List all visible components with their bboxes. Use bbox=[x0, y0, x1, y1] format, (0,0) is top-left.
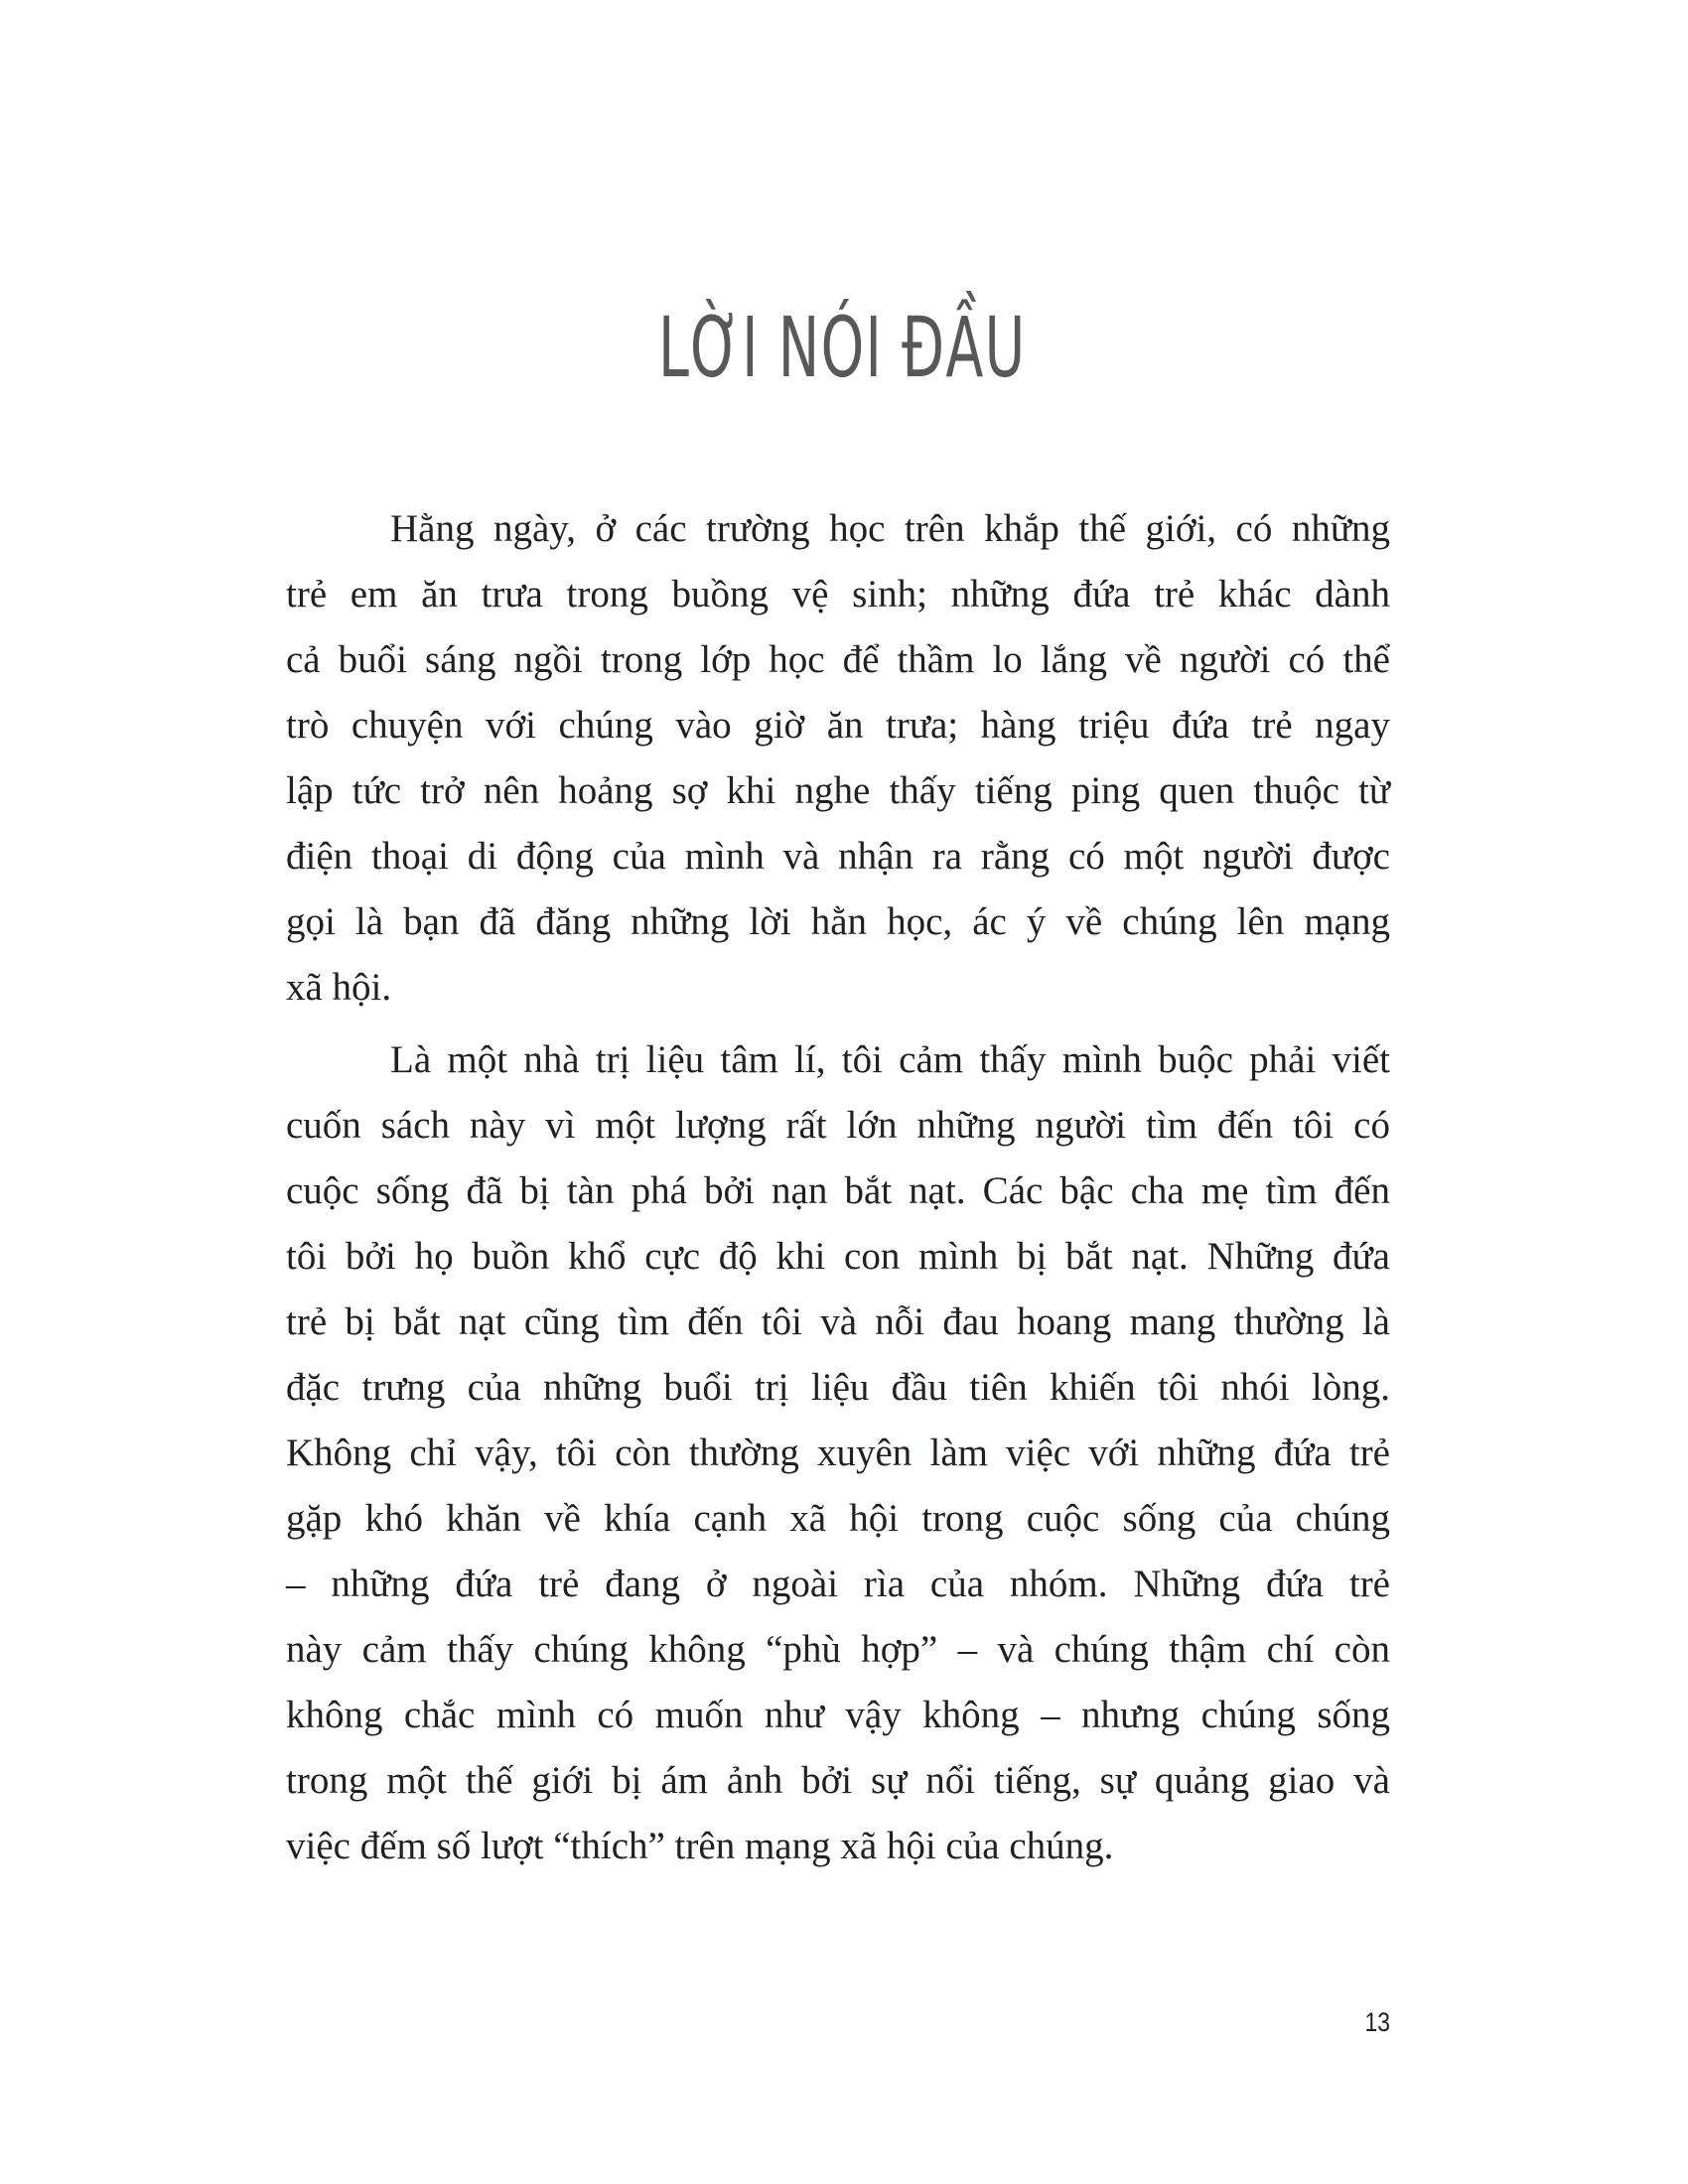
text-line: trò chuyện với chúng vào giờ ăn trưa; hàng triệu đứa trẻ ngay bbox=[286, 704, 1390, 747]
text-line: – những đứa trẻ đang ở ngoài rìa của nhóm. Những đứa trẻ bbox=[286, 1563, 1390, 1605]
text-line: Không chỉ vậy, tôi còn thường xuyên làm việc với những đứa trẻ bbox=[286, 1432, 1390, 1474]
text-line: việc đếm số lượt “thích” trên mạng xã hội của chúng. bbox=[286, 1825, 1114, 1867]
text-line: này cảm thấy chúng không “phù hợp” – và chúng thậm chí còn bbox=[286, 1628, 1390, 1671]
text-line: cuộc sống đã bị tàn phá bởi nạn bắt nạt. Các bậc cha mẹ tìm đến bbox=[286, 1169, 1390, 1212]
text-line: điện thoại di động của mình và nhận ra rằng có một người được bbox=[286, 835, 1390, 878]
text-line: trẻ bị bắt nạt cũng tìm đến tôi và nỗi đau hoang mang thường là bbox=[286, 1300, 1390, 1343]
text-line: đặc trưng của những buổi trị liệu đầu tiên khiến tôi nhói lòng. bbox=[286, 1366, 1390, 1409]
text-line: cuốn sách này vì một lượng rất lớn những người tìm đến tôi có bbox=[286, 1104, 1390, 1147]
text-line: Hằng ngày, ở các trường học trên khắp thế giới, có những bbox=[390, 507, 1390, 550]
text-line: cả buổi sáng ngồi trong lớp học để thầm lo lắng về người có thể bbox=[286, 638, 1390, 681]
text-line: không chắc mình có muốn như vậy không – nhưng chúng sống bbox=[286, 1694, 1390, 1736]
text-line: gặp khó khăn về khía cạnh xã hội trong cuộc sống của chúng bbox=[286, 1497, 1390, 1540]
paragraph-2 bbox=[286, 1027, 1390, 1879]
text-line: xã hội. bbox=[286, 966, 392, 1009]
text-line: trẻ em ăn trưa trong buồng vệ sinh; những đứa trẻ khác dành bbox=[286, 573, 1390, 615]
text-line: trong một thế giới bị ám ảnh bởi sự nổi tiếng, sự quảng giao và bbox=[286, 1759, 1390, 1802]
text-line: lập tức trở nên hoảng sợ khi nghe thấy tiếng ping quen thuộc từ bbox=[286, 769, 1390, 812]
paragraph-1 bbox=[286, 496, 1390, 1021]
text-line: tôi bởi họ buồn khổ cực độ khi con mình bị bắt nạt. Những đứa bbox=[286, 1235, 1390, 1278]
text-line: Là một nhà trị liệu tâm lí, tôi cảm thấy mình buộc phải viết bbox=[390, 1038, 1390, 1081]
chapter-heading: LỜI NÓI ĐẦU bbox=[658, 299, 1027, 396]
page-number: 13 bbox=[1364, 2007, 1390, 2037]
text-line: gọi là bạn đã đăng những lời hằn học, ác ý về chúng lên mạng bbox=[286, 900, 1390, 943]
